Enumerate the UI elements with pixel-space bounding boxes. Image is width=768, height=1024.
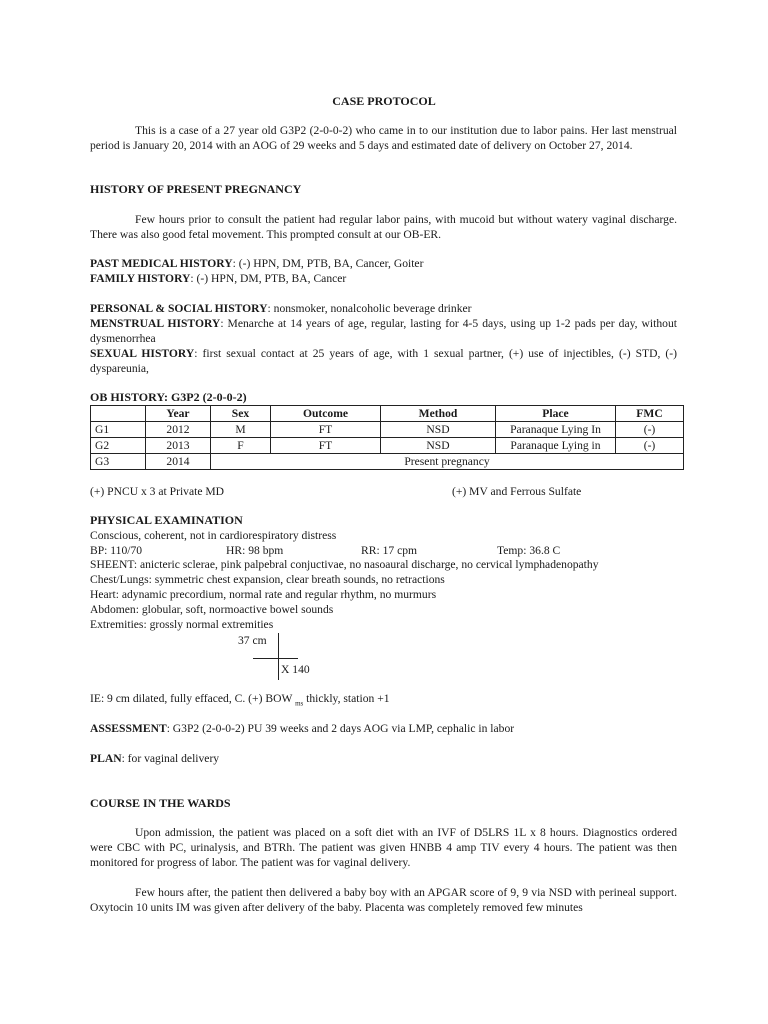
- table-row: [91, 454, 684, 470]
- cross-horizontal-line: [253, 658, 298, 659]
- table-cell: Paranaque Lying in: [496, 438, 616, 454]
- ie-subscript: ms: [295, 699, 304, 708]
- mv-text: (+) MV and Ferrous Sulfate: [452, 485, 582, 498]
- table-header-cell: Outcome: [271, 406, 381, 422]
- table-cell: (-): [616, 438, 684, 454]
- fundic-height-value: 37 cm: [238, 634, 267, 647]
- table-cell: M: [211, 422, 271, 438]
- table-cell: 2013: [146, 438, 211, 454]
- table-header-cell: Year: [146, 406, 211, 422]
- table-header-cell: [91, 406, 146, 422]
- ob-history-table: [90, 405, 684, 470]
- hpp-heading: HISTORY OF PRESENT PREGNANCY: [90, 182, 302, 196]
- pe-bp: BP: 110/70: [90, 544, 143, 557]
- table-row: [91, 422, 684, 438]
- fetal-heart-tone-value: X 140: [281, 663, 310, 676]
- table-cell: (-): [616, 422, 684, 438]
- psh-line: [90, 301, 472, 316]
- psh-label: PERSONAL & SOCIAL HISTORY: [90, 302, 268, 315]
- pe-abdomen: Abdomen: globular, soft, normoactive bowel sounds: [90, 603, 334, 616]
- course-paragraph-1: Upon admission, the patient was placed on a soft diet with an IVF of D5LRS 1L x 8 hours. Diagnostics ordered were CBC with PC, urinalysis, and BTRh. The patient was given HNBB 4 amp TIV every 4 hours. The patient was then monitored for progress of labor. The patient was for vaginal delivery.: [90, 826, 677, 869]
- pmh-text: : (-) HPN, DM, PTB, BA, Cancer, Goiter: [232, 257, 424, 270]
- table-cell: NSD: [381, 422, 496, 438]
- assessment-label: ASSESSMENT: [90, 722, 167, 735]
- assessment-text: : G3P2 (2-0-0-2) PU 39 weeks and 2 days AOG via LMP, cephalic in labor: [166, 722, 515, 735]
- ob-history-heading: OB HISTORY: G3P2 (2-0-0-2): [90, 390, 247, 404]
- ie-text-after: thickly, station +1: [303, 692, 390, 705]
- table-cell: FT: [271, 422, 381, 438]
- sh-label: SEXUAL HISTORY: [90, 347, 195, 360]
- pe-chest: Chest/Lungs: symmetric chest expansion, clear breath sounds, no retractions: [90, 573, 445, 586]
- table-cell: FT: [271, 438, 381, 454]
- pe-heart: Heart: adynamic precordium, normal rate and regular rhythm, no murmurs: [90, 588, 437, 601]
- assessment-line: [90, 721, 514, 736]
- pmh-line: [90, 256, 423, 271]
- cross-vertical-line: [278, 633, 279, 680]
- fh-line: [90, 271, 346, 286]
- pe-rr: RR: 17 cpm: [361, 544, 418, 557]
- table-header-cell: FMC: [616, 406, 684, 422]
- table-row: [91, 438, 684, 454]
- plan-text: : for vaginal delivery: [121, 752, 220, 765]
- pe-general: Conscious, coherent, not in cardiorespiratory distress: [90, 529, 337, 542]
- table-header-cell: Method: [381, 406, 496, 422]
- table-cell: NSD: [381, 438, 496, 454]
- fh-label: FAMILY HISTORY: [90, 272, 191, 285]
- ie-text: IE: 9 cm dilated, fully effaced, C. (+) BOW: [90, 692, 296, 705]
- table-cell: 2014: [146, 454, 211, 470]
- plan-label: PLAN: [90, 752, 122, 765]
- course-heading: COURSE IN THE WARDS: [90, 796, 231, 810]
- table-cell: Paranaque Lying In: [496, 422, 616, 438]
- table-cell: G2: [91, 438, 146, 454]
- mh-paragraph: [90, 316, 677, 346]
- table-cell: G1: [91, 422, 146, 438]
- table-header-row: [91, 406, 684, 422]
- table-cell-present-pregnancy: Present pregnancy: [211, 454, 684, 470]
- intro-paragraph: This is a case of a 27 year old G3P2 (2-0-0-2) who came in to our institution due to labor pains. Her last menstrual period is January 20, 2014 with an AOG of 29 weeks and 5 days and estimated date of delivery on October 27, 2014.: [90, 124, 677, 152]
- table-cell: 2012: [146, 422, 211, 438]
- pe-extremities: Extremities: grossly normal extremities: [90, 618, 274, 631]
- table-header-cell: Place: [496, 406, 616, 422]
- fh-text: : (-) HPN, DM, PTB, BA, Cancer: [190, 272, 347, 285]
- hpp-paragraph: Few hours prior to consult the patient had regular labor pains, with mucoid but without watery vaginal discharge. There was also good fetal movement. This prompted consult at our OB-ER.: [90, 213, 677, 241]
- pe-heading: PHYSICAL EXAMINATION: [90, 513, 243, 527]
- ie-line: [90, 691, 390, 711]
- table-cell: G3: [91, 454, 146, 470]
- document-title: CASE PROTOCOL: [332, 94, 436, 108]
- pncu-text: (+) PNCU x 3 at Private MD: [90, 485, 225, 498]
- table-header-cell: Sex: [211, 406, 271, 422]
- sh-paragraph: [90, 346, 677, 376]
- pe-hr: HR: 98 bpm: [226, 544, 284, 557]
- pmh-label: PAST MEDICAL HISTORY: [90, 257, 233, 270]
- pe-temp: Temp: 36.8 C: [497, 544, 561, 557]
- course-paragraph-2: Few hours after, the patient then delivered a baby boy with an APGAR score of 9, 9 via NSD with perineal support. Oxytocin 10 units IM was given after delivery of the baby. Placenta was completely removed few minutes: [90, 886, 677, 914]
- mh-label: MENSTRUAL HISTORY: [90, 317, 221, 330]
- plan-line: [90, 751, 219, 766]
- pe-heent: SHEENT: anicteric sclerae, pink palpebral conjuctivae, no nasoaural discharge, no cervical lymphadenopathy: [90, 558, 599, 571]
- psh-text: : nonsmoker, nonalcoholic beverage drinker: [267, 302, 472, 315]
- table-cell: F: [211, 438, 271, 454]
- mh-text: : Menarche at 14 years of age, regular, lasting for 4-5 days, using up 1-2 pads per day, without dysmenorrhea: [90, 317, 677, 345]
- sh-text: : first sexual contact at 25 years of age, with 1 sexual partner, (+) use of injectibles, (-) STD, (-) dyspareunia,: [90, 347, 677, 375]
